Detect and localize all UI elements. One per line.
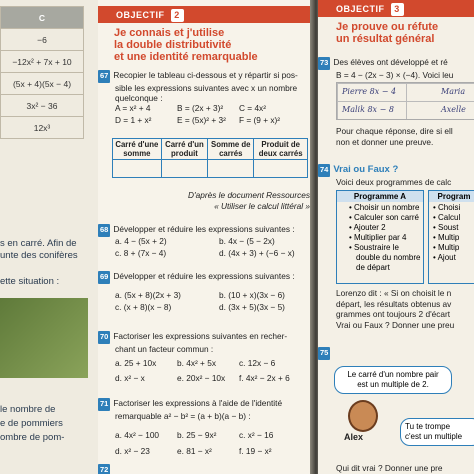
table-cell: 12x³	[1, 117, 84, 139]
expression: d. (4x + 3) + (−6 − x)	[219, 247, 295, 258]
avatar	[348, 400, 378, 432]
answer-table	[0, 6, 84, 139]
section-heading: Je prouve ou réfute un résultat général	[336, 21, 439, 45]
expression: a. 25 + 10x	[115, 358, 157, 368]
expression-list	[115, 236, 316, 258]
table-header: C	[1, 7, 84, 29]
expression: d. (3x + 5)(3x − 5)	[219, 301, 285, 312]
expression: c. x² − 16	[239, 430, 274, 440]
table-cell: −12x² + 7x + 10	[1, 51, 84, 73]
expression: f. 19 − x²	[239, 445, 272, 456]
program-b-box	[428, 190, 474, 284]
expression: a. 4 − (5x + 2)	[115, 236, 167, 246]
exercise-75	[318, 347, 333, 360]
text-fragment: unte des conifères	[0, 250, 78, 261]
exercise-number: 68	[98, 224, 110, 237]
classification-table	[112, 138, 308, 178]
expression: d. x² − 23	[115, 445, 150, 456]
program-title: Programme A	[337, 191, 423, 202]
table-cell: (5x + 4)(5x − 4)	[1, 73, 84, 95]
middle-page	[98, 0, 316, 474]
expression: c. 8 + (7x − 4)	[115, 247, 167, 258]
exercise-number: 74	[318, 164, 330, 177]
program-steps: • Choisir un nombre • Calculer son carré • Ajouter 2 • Multiplier par 4 • Soustraire le double du nombre de départ	[349, 203, 421, 272]
illustration	[0, 298, 88, 378]
expression: e. 81 − x²	[177, 445, 212, 456]
program-steps: • Choisi • Calcul • Soust • Multip • Multip • Ajout	[433, 203, 461, 262]
expression: a. 4x² − 100	[115, 430, 160, 440]
expression: b. (10 + x)(3x − 6)	[219, 290, 285, 300]
column-header: Somme de carrés	[208, 139, 254, 160]
expression-list	[115, 290, 316, 312]
section-heading: Je connais et j'utilise la double distributivité et une identité remarquable	[114, 27, 258, 63]
expression-list	[115, 358, 301, 383]
exercise-number: 71	[98, 398, 110, 411]
expression: C = 4x²	[239, 103, 266, 113]
text-fragment: s en carré. Afin de	[0, 238, 77, 249]
exercise-number: 70	[98, 331, 110, 344]
exercise-68: 68 Développer et réduire les expressions suivantes :	[98, 224, 295, 237]
column-header: Produit de deux carrés	[254, 139, 308, 160]
expression: B = (2x + 3)²	[177, 103, 224, 113]
exercise-72	[98, 464, 113, 474]
exercise-71: 71 Factoriser les expressions à l'aide de l'identité remarquable a² − b² = (a + b)(a − b) :	[100, 398, 283, 421]
expression-list	[115, 103, 301, 125]
student-answer: Maria	[441, 87, 466, 96]
exercise-67: 67 Recopier le tableau ci-dessous et y répartir si pos- sible les expressions suivantes avec x un nombre quelconque :	[100, 70, 298, 103]
expression: D = 1 + x²	[115, 114, 152, 125]
program-title: Program	[429, 191, 474, 202]
expression: a. (5x + 8)(2x + 3)	[115, 290, 181, 300]
table-cell: −6	[1, 29, 84, 51]
expression: f. 4x² − 2x + 6	[239, 372, 290, 383]
exercise-73: 73 Des élèves ont développé et ré B = 4 − (2x − 3) × (−4). Voici leu	[320, 57, 454, 80]
character-name: Alex	[344, 432, 364, 442]
expression: A = x² + 4	[115, 103, 151, 113]
exercise-69: 69 Développer et réduire les expressions suivantes :	[98, 271, 295, 284]
column-header: Carré d'une somme	[113, 139, 162, 160]
exercise-74: 74 Vrai ou Faux ? Voici deux programmes de calc	[320, 164, 452, 187]
table-cell	[113, 160, 162, 178]
column-header: Carré d'un produit	[161, 139, 207, 160]
student-answer: Malik 8x − 8	[342, 105, 394, 114]
table-cell	[208, 160, 254, 178]
expression: c. 12x − 6	[239, 358, 276, 368]
text-fragment: le nombre de	[0, 404, 56, 415]
exercise-text: Lorenzo dit : « Si on choisit le n départ, les résultats obtenus av grammes ont toujours 2 d'écart Vrai ou Faux ? Donner une preu	[336, 288, 455, 330]
objective-label: OBJECTIF	[336, 4, 385, 14]
exercise-number: 73	[318, 57, 330, 70]
table-cell	[254, 160, 308, 178]
table-cell	[161, 160, 207, 178]
objective-label: OBJECTIF	[116, 10, 165, 20]
exercise-text: Qui dit vrai ? Donner une pre	[336, 463, 443, 473]
expression: b. 25 − 9x²	[177, 430, 217, 440]
source-note: D'après le document Ressources « Utiliser le calcul littéral »	[188, 190, 310, 211]
exercise-number: 69	[98, 271, 110, 284]
right-page	[318, 0, 474, 474]
expression: c. (x + 8)(x − 8)	[115, 301, 172, 312]
expression: b. 4x − (5 − 2x)	[219, 236, 275, 246]
exercise-number: 72	[98, 464, 110, 474]
exercise-number: 75	[318, 347, 330, 360]
expression: b. 4x² + 5x	[177, 358, 216, 368]
objective-number: 2	[171, 9, 184, 22]
exercise-text: Pour chaque réponse, dire si ell non et donner une preuve.	[336, 126, 453, 147]
exercise-70: 70 Factoriser les expressions suivantes en recher- chant un facteur commun :	[100, 331, 288, 354]
program-a-box	[336, 190, 424, 284]
text-fragment: e de pommiers	[0, 418, 63, 429]
exercise-number: 67	[98, 70, 110, 83]
objective-banner	[318, 0, 474, 17]
objective-number: 3	[391, 3, 404, 16]
student-answer: Axelle	[441, 105, 466, 114]
expression: e. 20x² − 10x	[177, 372, 226, 383]
expression: F = (9 + x)²	[239, 114, 281, 125]
expression: d. x² − x	[115, 372, 145, 383]
student-answer: Pierre 8x − 4	[342, 87, 397, 96]
expression-list	[115, 430, 301, 456]
table-cell: 3x² − 36	[1, 95, 84, 117]
speech-bubble: Le carré d'un nombre pair est un multiple de 2.	[334, 366, 452, 394]
text-fragment: ette situation :	[0, 276, 60, 287]
speech-bubble: Tu te trompe c'est un multiple	[400, 418, 474, 446]
answers-grid	[336, 82, 474, 120]
left-page	[0, 0, 98, 474]
objective-banner	[98, 6, 316, 23]
expression: E = (5x)² + 3²	[177, 114, 226, 125]
text-fragment: ombre de pom-	[0, 432, 65, 443]
